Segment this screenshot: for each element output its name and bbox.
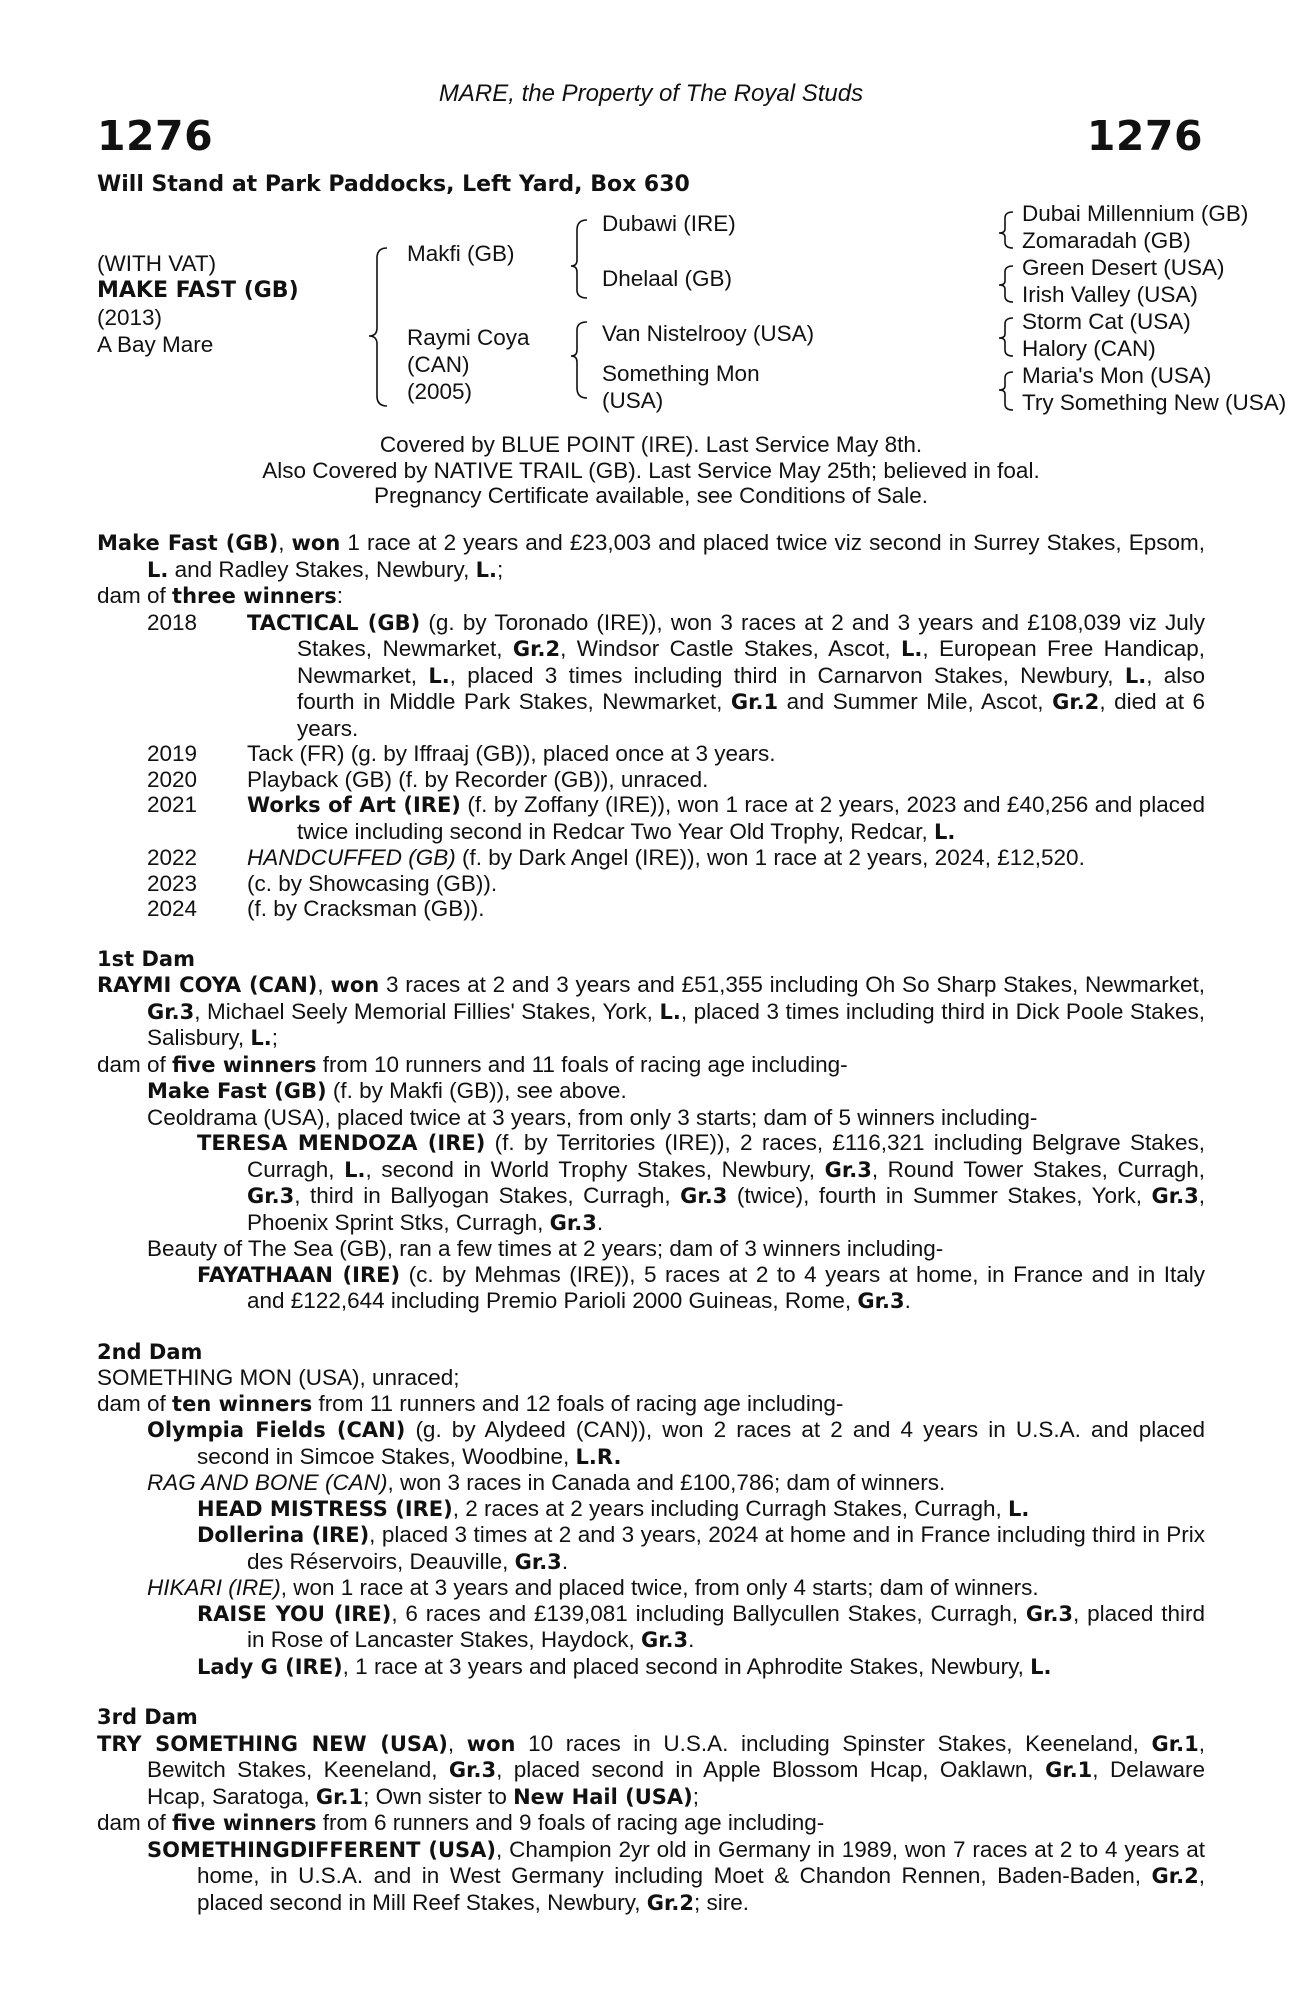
third-dam-section — [97, 1731, 1205, 1917]
produce-row — [97, 871, 1205, 897]
pedigree-entry: Make Fast (GB) (f. by Makfi (GB)), see above. — [147, 1078, 627, 1103]
bracket-dam — [571, 322, 587, 398]
pedigree-entry: SOMETHING MON (USA), unraced; — [97, 1365, 460, 1390]
covering-note — [97, 432, 1205, 509]
produce-row — [97, 741, 1205, 767]
covering-line-2: Also Covered by NATIVE TRAIL (GB). Last Service May 25th; believed in foal. — [262, 457, 1040, 483]
dam-line-1: Raymi Coya — [407, 325, 530, 350]
horse-name: MAKE FAST (GB) — [97, 278, 299, 303]
produce-year: 2023 — [147, 870, 198, 896]
lot-number-left: 1276 — [97, 112, 214, 160]
pedigree-entry: Ceoldrama (USA), placed twice at 3 years, from only 3 starts; dam of 5 winners including- — [147, 1104, 1038, 1130]
produce-row — [97, 610, 1205, 742]
pedigree-entry: Dollerina (IRE), placed 3 times at 2 and 3 years, 2024 at home and in France including third in Prix des Réservoirs, Deauville, Gr.3. — [197, 1522, 1205, 1574]
pedigree-entry: Olympia Fields (CAN) (g. by Alydeed (CAN)), won 2 races at 2 and 4 years in U.S.A. and placed second in Simcoe Stakes, Woodbine, L.R. — [147, 1417, 1205, 1469]
produce-entry: Tack (FR) (g. by Iffraaj (GB)), placed once at 3 years. — [247, 741, 776, 766]
bracket-ss — [999, 212, 1013, 248]
first-dam-section — [97, 972, 1205, 1315]
produce-row — [97, 792, 1205, 845]
pedigree-table — [97, 200, 1287, 420]
pedigree-entry: RAYMI COYA (CAN), won 3 races at 2 and 3 years and £51,355 including Oh So Sharp Stakes, Newmarket, Gr.3, Michael Seely Memorial Fillies' Stakes, York, L., placed 3 times including third in Dick Poole Stakes, Salisbury, L.; — [97, 972, 1205, 1050]
produce-entry: (f. by Cracksman (GB)). — [247, 896, 485, 921]
vat-label: (WITH VAT) — [97, 251, 217, 276]
mare-dam-of: dam of three winners: — [97, 583, 344, 608]
produce-entry: Works of Art (IRE) (f. by Zoffany (IRE)), won 1 race at 2 years, 2023 and £40,256 and placed twice including second in Redcar Two Year Old Trophy, Redcar, L. — [247, 792, 1205, 844]
first-dam-heading: 1st Dam — [97, 946, 195, 971]
gg-sire-sire-dam: Zomaradah (GB) — [1022, 228, 1191, 253]
gg-dam-dam-sire: Maria's Mon (USA) — [1022, 363, 1212, 388]
pedigree-entry: RAISE YOU (IRE), 6 races and £139,081 including Ballycullen Stakes, Curragh, Gr.3, placed third in Rose of Lancaster Stakes, Haydock, Gr.3. — [197, 1600, 1206, 1652]
third-dam-heading: 3rd Dam — [97, 1705, 198, 1729]
sire: Makfi (GB) — [407, 241, 515, 266]
pedigree-entry: FAYATHAAN (IRE) (c. by Mehmas (IRE)), 5 races at 2 to 4 years at home, in France and in Italy and £122,644 including Premio Parioli 2000 Guineas, Rome, Gr.3. — [197, 1261, 1206, 1313]
produce-row — [97, 767, 1205, 793]
produce-entry: Playback (GB) (f. by Recorder (GB)), unraced. — [247, 766, 709, 792]
bracket-sd — [999, 266, 1013, 302]
produce-year: 2020 — [147, 766, 198, 792]
gg-dam-sire-sire: Storm Cat (USA) — [1022, 309, 1191, 334]
gg-dam-sire-dam: Halory (CAN) — [1022, 336, 1156, 361]
gg-sire-dam-sire: Green Desert (USA) — [1022, 255, 1225, 280]
sire-dam: Dhelaal (GB) — [602, 266, 733, 291]
gg-sire-dam-dam: Irish Valley (USA) — [1022, 282, 1198, 307]
dam-line-3: (2005) — [407, 379, 473, 404]
lot-number-right: 1276 — [1086, 112, 1203, 160]
bracket-ds — [999, 318, 1013, 356]
pedigree-entry: Lady G (IRE), 1 race at 3 years and placed second in Aphrodite Stakes, Newbury, L. — [197, 1653, 1052, 1679]
pedigree-entry: Beauty of The Sea (GB), ran a few times at 2 years; dam of 3 winners including- — [147, 1236, 944, 1261]
pedigree-entry: SOMETHINGDIFFERENT (USA), Champion 2yr old in Germany in 1989, won 7 races at 2 to 4 years at home, in U.S.A. and in West Germany including Moet & Chandon Rennen, Baden-Baden, Gr.2, placed second in Mill Reef Stakes, Newbury, Gr.2; sire. — [147, 1836, 1205, 1915]
mare-record: Make Fast (GB), won 1 race at 2 years and £23,003 and placed twice viz second in Surrey Stakes, Epsom, L. and Radley Stakes, Newbury, L.; — [97, 530, 1205, 582]
pedigree-entry: HIKARI (IRE), won 1 race at 3 years and placed twice, from only 4 starts; dam of winners. — [147, 1575, 1039, 1600]
produce-year: 2018 — [147, 609, 198, 635]
covering-line-3: Pregnancy Certificate available, see Conditions of Sale. — [373, 483, 929, 508]
second-dam-heading: 2nd Dam — [97, 1339, 203, 1364]
produce-year: 2022 — [147, 845, 198, 870]
bracket-main — [369, 248, 387, 406]
pedigree-entry: RAG AND BONE (CAN), won 3 races in Canada and £100,786; dam of winners. — [147, 1470, 946, 1495]
gg-sire-sire-sire: Dubai Millennium (GB) — [1022, 201, 1249, 226]
produce-entry: TACTICAL (GB) (g. by Toronado (IRE)), won 3 races at 2 and 3 years and £108,039 viz July Stakes, Newmarket, Gr.2, Windsor Castle Stakes, Ascot, L., European Free Handicap, Newmarket, L., placed 3 times including third in Carnarvon Stakes, Newbury, L., also fourth in Middle Park Stakes, Newmarket, Gr.1 and Summer Mile, Ascot, Gr.2, died at 6 years. — [247, 609, 1205, 741]
pedigree-entry: TRY SOMETHING NEW (USA), won 10 races in U.S.A. including Spinster Stakes, Keeneland, Gr.1, Bewitch Stakes, Keeneland, Gr.3, placed second in Apple Blossom Hcap, Oaklawn, Gr.1, Delaware Hcap, Saratoga, Gr.1; Own sister to New Hail (USA); — [97, 1730, 1205, 1809]
horse-description: A Bay Mare — [97, 332, 214, 357]
pedigree-entry: TERESA MENDOZA (IRE) (f. by Territories (IRE)), 2 races, £116,321 including Belgrave Stakes, Curragh, L., second in World Trophy Stakes, Newbury, Gr.3, Round Tower Stakes, Curragh, Gr.3, third in Ballyogan Stakes, Curragh, Gr.3 (twice), fourth in Summer Stakes, York, Gr.3, Phoenix Sprint Stks, Curragh, Gr.3. — [197, 1130, 1206, 1235]
dam-sire: Van Nistelrooy (USA) — [602, 321, 815, 346]
pedigree-entry: HEAD MISTRESS (IRE), 2 races at 2 years including Curragh Stakes, Curragh, L. — [197, 1495, 1030, 1521]
stand-location: Will Stand at Park Paddocks, Left Yard, Box 630 — [97, 172, 690, 197]
second-dam-section — [97, 1365, 1205, 1680]
catalogue-body — [97, 530, 1205, 1916]
sire-sire: Dubawi (IRE) — [602, 211, 736, 236]
produce-row — [97, 845, 1205, 871]
dam-dam-line-1: Something Mon — [602, 361, 760, 386]
dam-dam-line-2: (USA) — [602, 388, 664, 413]
produce-entry: (c. by Showcasing (GB)). — [247, 870, 498, 896]
pedigree-entry: dam of five winners from 6 runners and 9 foals of racing age including- — [97, 1810, 825, 1835]
horse-year: (2013) — [97, 305, 163, 330]
covering-line-1: Covered by BLUE POINT (IRE). Last Service May 8th. — [379, 432, 923, 457]
produce-year: 2021 — [147, 792, 198, 817]
pedigree-entry: dam of ten winners from 11 runners and 12 foals of racing age including- — [97, 1390, 844, 1416]
produce-year: 2024 — [147, 896, 198, 921]
produce-entry: HANDCUFFED (GB) (f. by Dark Angel (IRE)), won 1 race at 2 years, 2024, £12,520. — [247, 845, 1085, 870]
page-header-title: MARE, the Property of The Royal Studs — [438, 80, 864, 107]
bracket-dd — [999, 372, 1013, 410]
bracket-sire — [571, 220, 587, 298]
dam-line-2: (CAN) — [407, 352, 470, 377]
pedigree-entry: dam of five winners from 10 runners and 11 foals of racing age including- — [97, 1051, 848, 1077]
produce-row — [97, 896, 1205, 922]
gg-dam-dam-dam: Try Something New (USA) — [1022, 390, 1287, 415]
produce-year: 2019 — [147, 741, 198, 766]
produce-record — [97, 610, 1205, 922]
